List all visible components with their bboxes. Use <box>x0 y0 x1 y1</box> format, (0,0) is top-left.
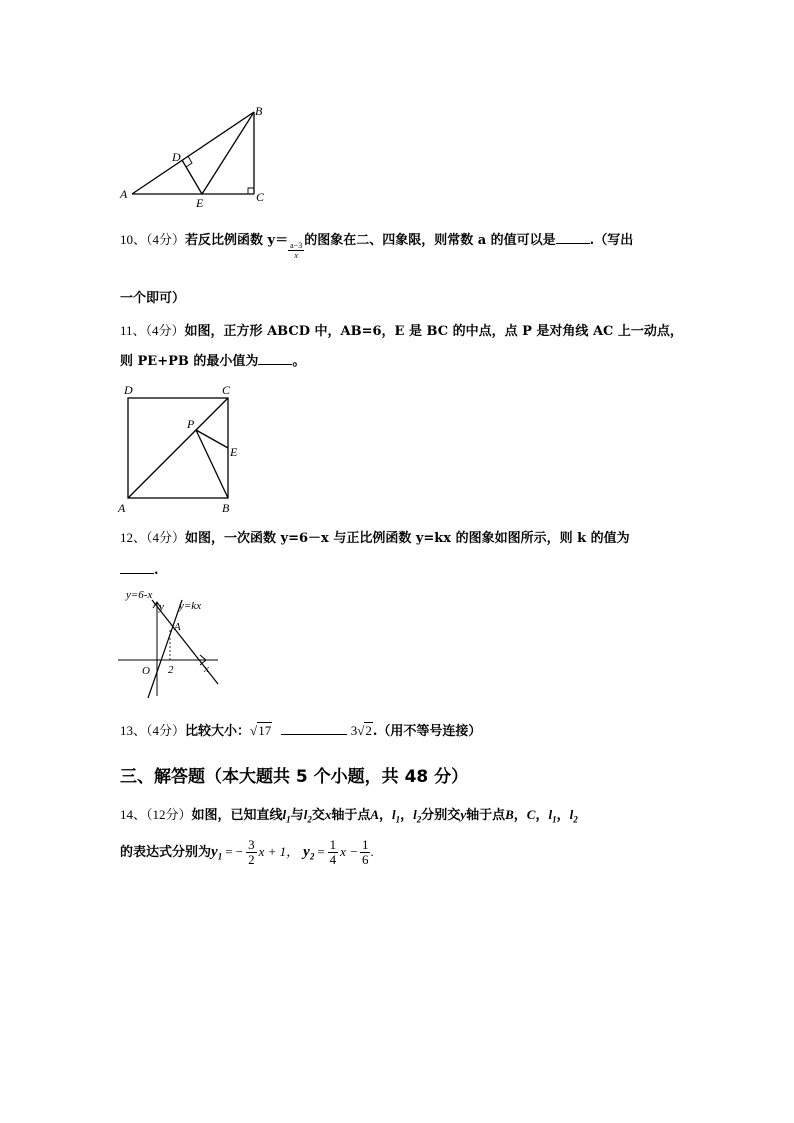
fraction-1-over-6: $\frac{1}{6}$ <box>361 837 369 867</box>
label-e: E <box>196 196 204 210</box>
question-number: 13、 <box>120 723 147 738</box>
fraction-3-over-2: $\frac{3}{2}$ <box>248 837 255 867</box>
question-text: 如图，正方形 ABCD 中，AB=6，E 是 BC 的中点，点 P 是对角线 AC 上一动点， <box>184 324 683 339</box>
three-sqrt-2: 3√2 <box>350 723 372 738</box>
label-b: B <box>222 501 230 515</box>
linear-function-graph <box>118 584 228 704</box>
question-points: （4分） <box>146 232 186 247</box>
label-origin: O <box>142 665 150 677</box>
label-point-a: A <box>174 621 181 633</box>
question-14-line1: 14、（12分）如图，已知直线$l_1$与$l_2$交x轴于点A，$l_1$，$l_2$分别交y轴于点B，C，$l_1$，$l_2$ <box>120 807 578 825</box>
label-p: P <box>187 417 195 431</box>
question-number: 11、 <box>120 323 146 338</box>
question-text: 比较大小： <box>185 724 251 739</box>
question-10-line1: 10、（4分）若反比例函数 y＝ $\frac{a-3}{x}$ 的图象在二、四象限，则常数 a 的值可以是 .（写出 <box>120 232 634 260</box>
segment-de <box>182 160 202 194</box>
question-11-line1 <box>120 322 683 341</box>
question-12-line2: . <box>120 561 159 580</box>
label-line-kx: y=kx <box>179 600 202 612</box>
question-points: （4分） <box>146 530 186 545</box>
question-number: 12、 <box>120 530 147 545</box>
label-x-axis: x <box>204 663 209 675</box>
question-points: （4分） <box>145 323 185 338</box>
label-a: A <box>118 501 126 515</box>
question-11-line2: 则 PE+PB 的最小值为 。 <box>120 354 306 369</box>
label-y-axis: y <box>159 601 164 613</box>
question-points: （4分） <box>146 723 186 738</box>
line-y-kx <box>148 600 182 698</box>
diagonal-ac <box>128 398 228 498</box>
triangle-figure <box>118 104 278 210</box>
segment-pb <box>196 430 228 498</box>
label-line-6-minus-x: y=6-x <box>126 589 153 601</box>
label-b: B <box>255 104 263 118</box>
square-figure <box>116 380 246 516</box>
question-13: 13、（4分）比较大小：√17 3√2.（用不等号连接） <box>120 723 482 739</box>
question-14-line2: 的表达式分别为$y_1$ = − $\frac{3}{2}$ x + 1， $y_2$ = $\frac{1}{4}$ x − $\frac{1}{6}$ . <box>120 837 374 867</box>
label-c: C <box>222 383 231 397</box>
fraction-1-over-4: $\frac{1}{4}$ <box>329 837 337 867</box>
question-text: 若反比例函数 y＝ <box>185 233 289 248</box>
label-tick-2: 2 <box>168 664 174 676</box>
fraction-a-3-over-x: $\frac{a-3}{x}$ <box>290 241 303 260</box>
question-text: 的图象在二、四象限，则常数 a 的值可以是 <box>304 233 556 248</box>
question-points: （12分） <box>146 807 192 822</box>
section-title: 三、解答题（本大题共 5 个小题，共 48 分） <box>120 767 469 787</box>
question-number: 14、 <box>120 807 147 822</box>
answer-blank[interactable] <box>120 561 154 574</box>
question-12-line1 <box>120 529 630 548</box>
label-d: D <box>124 383 133 397</box>
question-text: 如图，一次函数 y=6－x 与正比例函数 y=kx 的图象如图所示，则 k 的值为 <box>185 531 630 546</box>
label-a: A <box>120 187 128 201</box>
answer-blank[interactable] <box>258 352 292 365</box>
question-10-line2: 一个即可） <box>120 291 186 306</box>
answer-blank[interactable] <box>556 231 590 244</box>
question-number: 10、 <box>120 232 147 247</box>
label-e: E <box>230 445 238 459</box>
right-angle-mark-c <box>248 188 254 194</box>
answer-blank[interactable] <box>281 722 347 735</box>
label-d: D <box>172 150 181 164</box>
label-c: C <box>256 190 265 204</box>
sqrt-17: √17 <box>250 723 272 738</box>
segment-ab <box>132 112 254 194</box>
segment-be <box>202 112 254 194</box>
